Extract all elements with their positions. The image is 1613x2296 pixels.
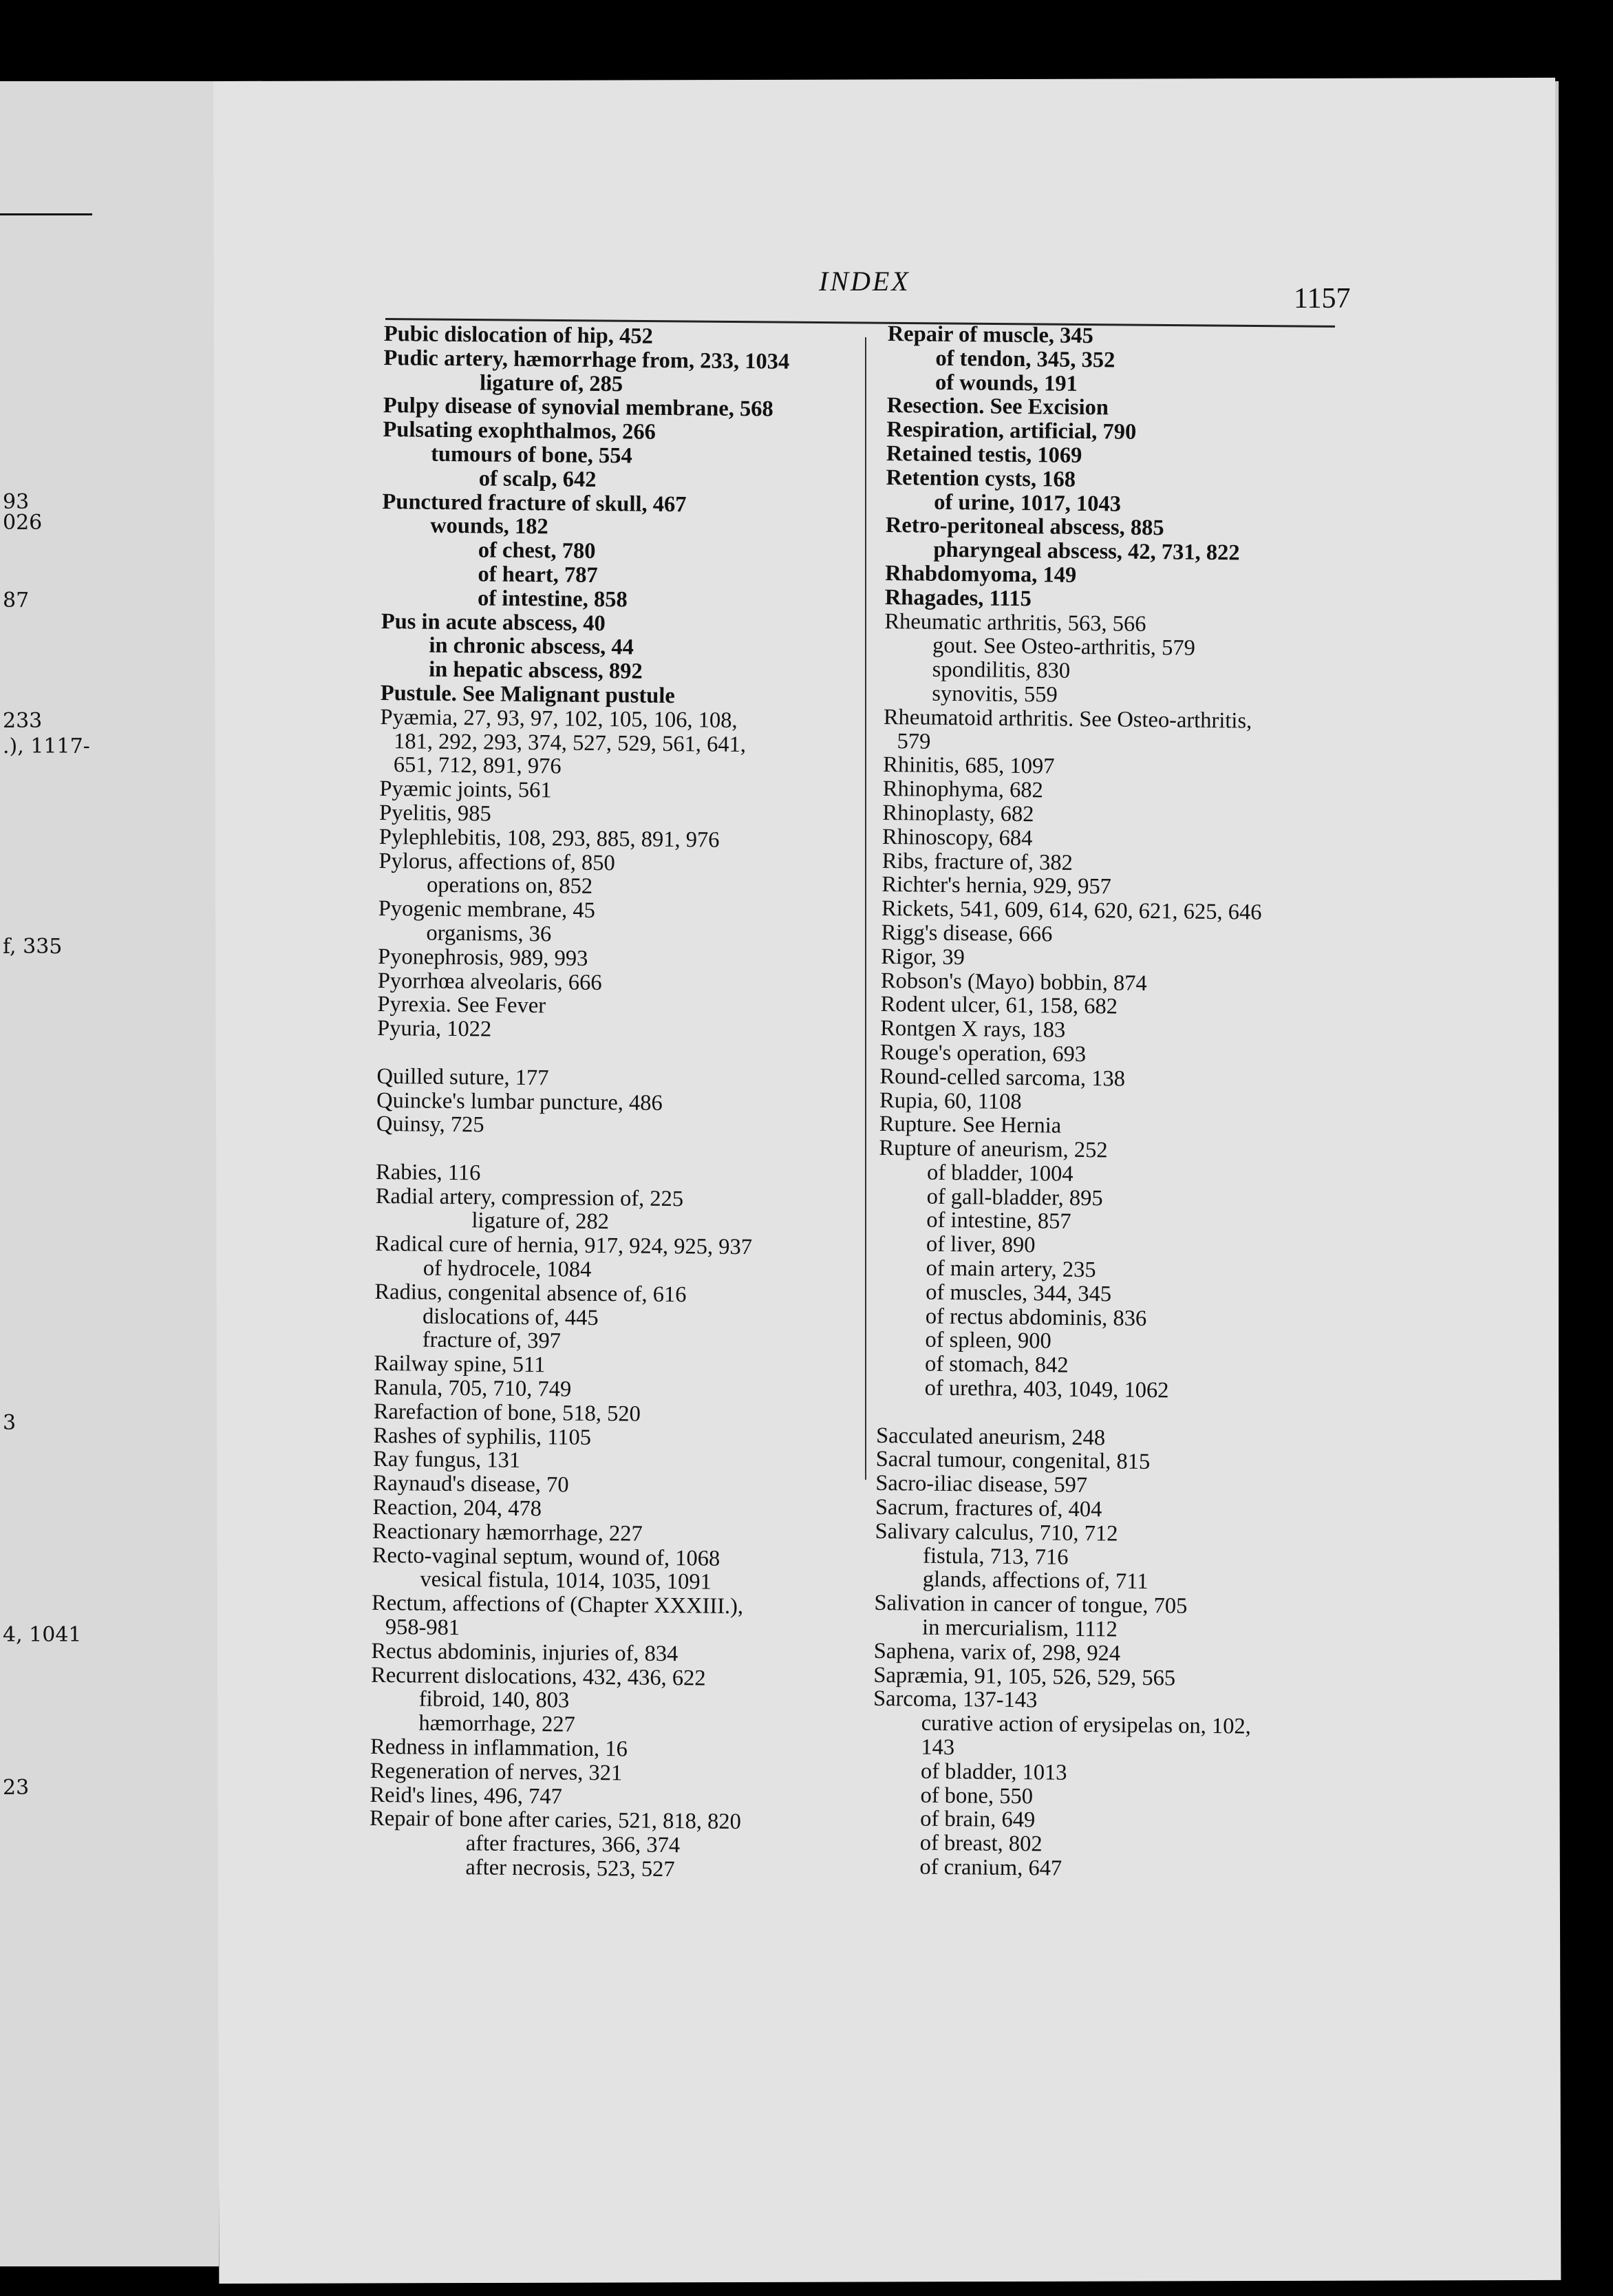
index-entry: of bladder, 1013 — [920, 1758, 1067, 1785]
index-entry: of breast, 802 — [919, 1830, 1043, 1857]
index-entry: Sacral tumour, congenital, 815 — [875, 1447, 1151, 1475]
index-entry: Pubic dislocation of hip, 452 — [383, 321, 653, 349]
index-entry: of stomach, 842 — [924, 1351, 1069, 1379]
index-entry: Rigor, 39 — [881, 944, 965, 970]
index-entry: operations on, 852 — [426, 872, 593, 900]
index-entry: ligature of, 282 — [471, 1208, 610, 1235]
index-entry: of urine, 1017, 1043 — [934, 489, 1122, 517]
index-entry: of heart, 787 — [478, 562, 598, 588]
index-entry: Rupia, 60, 1108 — [879, 1087, 1022, 1114]
index-entry: Rheumatic arthritis, 563, 566 — [884, 608, 1146, 637]
index-entry: Sacculated aneurism, 248 — [875, 1423, 1106, 1451]
index-entry: Rontgen X rays, 183 — [880, 1016, 1066, 1043]
previous-page-fragment: 87 — [3, 588, 30, 613]
index-entry: of scalp, 642 — [478, 466, 597, 492]
index-entry: Radical cure of hernia, 917, 924, 925, 937 — [374, 1231, 753, 1260]
index-entry: Retro-peritoneal abscess, 885 — [885, 513, 1164, 541]
index-entry: Quincke's lumbar puncture, 486 — [376, 1087, 663, 1116]
index-entry: Round-celled sarcoma, 138 — [879, 1063, 1126, 1092]
index-entry: of main artery, 235 — [926, 1255, 1096, 1283]
index-entry: curative action of erysipelas on, 102, — [921, 1710, 1252, 1739]
index-entry: Sacrum, fractures of, 404 — [875, 1494, 1102, 1522]
index-entry: of urethra, 403, 1049, 1062 — [924, 1375, 1169, 1403]
index-entry: after fractures, 366, 374 — [465, 1831, 681, 1858]
index-entry: Rhinoscopy, 684 — [882, 824, 1033, 851]
index-entry: in mercurialism, 1112 — [921, 1615, 1118, 1642]
index-entry: Pustule. See Malignant pustule — [380, 680, 675, 709]
index-entry: Raynaud's disease, 70 — [372, 1471, 569, 1498]
index-column-left — [369, 322, 866, 1883]
index-entry: Railway spine, 511 — [374, 1351, 546, 1378]
index-entry: Radius, congenital absence of, 616 — [374, 1279, 687, 1308]
index-entry: gout. See Osteo-arthritis, 579 — [932, 633, 1196, 661]
previous-page-fragment: 23 — [3, 1776, 30, 1800]
index-entry: Pudic artery, hæmorrhage from, 233, 1034 — [383, 345, 790, 374]
index-entry: Quilled suture, 177 — [376, 1063, 549, 1091]
index-entry: Pyæmia, 27, 93, 97, 102, 105, 106, 108, — [380, 704, 738, 733]
previous-page-fragment: 4, 1041 — [3, 1623, 82, 1647]
index-entry: of bone, 550 — [920, 1783, 1034, 1809]
index-entry: of intestine, 858 — [477, 586, 628, 613]
previous-page-rule — [0, 213, 92, 215]
index-entry: Rhinophyma, 682 — [882, 776, 1043, 803]
index-entry: ligature of, 285 — [479, 370, 623, 396]
index-entry: Rhabdomyoma, 149 — [884, 560, 1077, 588]
previous-page-fragment: 93 — [3, 490, 30, 514]
previous-page-fragment: 3 — [3, 1411, 17, 1435]
index-entry: Rhagades, 1115 — [884, 584, 1032, 611]
index-entry: Resection. See Excision — [886, 393, 1109, 421]
index-entry: Ray fungus, 131 — [372, 1447, 521, 1474]
index-entry: tumours of bone, 554 — [430, 441, 632, 469]
index-entry: of hydrocele, 1084 — [423, 1255, 592, 1283]
index-entry: Retention cysts, 168 — [886, 465, 1076, 492]
index-entry: 651, 712, 891, 976 — [393, 752, 562, 779]
index-entry: Radial artery, compression of, 225 — [375, 1183, 684, 1211]
index-entry: of muscles, 344, 345 — [926, 1279, 1112, 1307]
index-entry: Salivation in cancer of tongue, 705 — [874, 1591, 1188, 1619]
index-entry: wounds, 182 — [429, 513, 548, 540]
index-entry: Pyogenic membrane, 45 — [378, 896, 595, 924]
page-title: INDEX — [819, 266, 910, 297]
index-entry: spondilitis, 830 — [932, 657, 1071, 683]
index-entry: in hepatic abscess, 892 — [428, 657, 643, 684]
index-entry: fracture of, 397 — [422, 1328, 562, 1354]
index-entry: of intestine, 857 — [926, 1208, 1071, 1235]
index-entry: Pylephlebitis, 108, 293, 885, 891, 976 — [378, 824, 720, 853]
index-entry: pharyngeal abscess, 42, 731, 822 — [933, 537, 1240, 566]
index-entry: Rarefaction of bone, 518, 520 — [373, 1399, 641, 1427]
index-entry: of rectus abdominis, 836 — [925, 1304, 1147, 1331]
index-entry: after necrosis, 523, 527 — [465, 1855, 675, 1882]
index-entry: Reaction, 204, 478 — [372, 1494, 542, 1522]
index-entry: Rupture. See Hernia — [879, 1112, 1062, 1139]
index-entry: Sarcoma, 137-143 — [873, 1686, 1038, 1713]
index-entry: Pyelitis, 985 — [378, 800, 491, 827]
index-entry: Ranula, 705, 710, 749 — [373, 1374, 572, 1402]
index-entry: Rashes of syphilis, 1105 — [373, 1423, 592, 1450]
index-entry: Retained testis, 1069 — [886, 440, 1082, 468]
index-entry: fistula, 713, 716 — [923, 1543, 1069, 1570]
index-entry: Pulpy disease of synovial membrane, 568 — [383, 393, 773, 422]
index-entry: Pulsating exophthalmos, 266 — [383, 417, 656, 445]
index-entry: of liver, 890 — [926, 1231, 1036, 1258]
index-entry: Rodent ulcer, 61, 158, 682 — [880, 992, 1118, 1019]
index-entry: Punctured fracture of skull, 467 — [382, 489, 687, 517]
index-entry: Recto-vaginal septum, wound of, 1068 — [372, 1542, 720, 1571]
index-entry: Quinsy, 725 — [376, 1112, 484, 1138]
previous-page-fragment: 026 — [3, 511, 43, 535]
index-entry: glands, affections of, 711 — [922, 1567, 1149, 1595]
previous-page-fragment: f, 335 — [3, 935, 63, 959]
index-entry: Ribs, fracture of, 382 — [882, 848, 1073, 875]
index-entry: Rickets, 541, 609, 614, 620, 621, 625, 646 — [881, 896, 1262, 925]
page-number: 1157 — [1294, 283, 1351, 315]
index-entry: Robson's (Mayo) bobbin, 874 — [880, 968, 1147, 996]
index-entry: of chest, 780 — [478, 538, 596, 564]
index-entry: Rouge's operation, 693 — [879, 1039, 1087, 1067]
index-entry: Reid's lines, 496, 747 — [370, 1782, 563, 1809]
index-entry: Sapræmia, 91, 105, 526, 529, 565 — [873, 1662, 1176, 1691]
index-entry: 579 — [897, 728, 931, 754]
index-entry: of wounds, 191 — [934, 370, 1078, 396]
index-entry: Rabies, 116 — [375, 1159, 481, 1186]
index-entry: 181, 292, 293, 374, 527, 529, 561, 641, — [393, 728, 747, 757]
index-entry: Richter's hernia, 929, 957 — [882, 872, 1112, 900]
index-entry: Saphena, varix of, 298, 924 — [873, 1638, 1121, 1666]
index-entry: Pyuria, 1022 — [376, 1016, 492, 1042]
index-entry: hæmorrhage, 227 — [418, 1710, 576, 1737]
index-entry: vesical fistula, 1014, 1035, 1091 — [420, 1567, 712, 1595]
index-entry: Respiration, artificial, 790 — [886, 417, 1137, 445]
previous-page-fragment: 233 — [3, 709, 43, 733]
index-entry: Rhinoplasty, 682 — [882, 800, 1034, 827]
index-entry: of bladder, 1004 — [926, 1160, 1073, 1187]
index-entry: Repair of muscle, 345 — [887, 321, 1094, 349]
index-entry: of brain, 649 — [920, 1807, 1036, 1833]
index-entry: Pyæmic joints, 561 — [379, 776, 552, 803]
index-entry: Recurrent dislocations, 432, 436, 622 — [370, 1662, 706, 1691]
index-entry: Sacro-iliac disease, 597 — [875, 1471, 1088, 1498]
index-entry: Rectus abdominis, injuries of, 834 — [371, 1638, 679, 1667]
index-entry: of spleen, 900 — [925, 1328, 1051, 1354]
index-entry: Pus in acute abscess, 40 — [381, 608, 606, 636]
index-entry: of tendon, 345, 352 — [935, 346, 1115, 373]
index-entry: Salivary calculus, 710, 712 — [875, 1518, 1118, 1546]
index-entry: Redness in inflammation, 16 — [370, 1734, 628, 1762]
index-entry: dislocations of, 445 — [422, 1304, 599, 1330]
index-column-right — [871, 322, 1363, 1884]
index-entry: Rupture of aneurism, 252 — [879, 1136, 1108, 1163]
index-entry: Rhinitis, 685, 1097 — [883, 752, 1055, 779]
index-entry: Rheumatoid arthritis. See Osteo-arthritis, — [883, 704, 1252, 734]
index-entry: 143 — [921, 1734, 955, 1761]
index-entry: Rectum, affections of (Chapter XXXIII.), — [371, 1591, 744, 1619]
index-entry: Repair of bone after caries, 521, 818, 820 — [369, 1806, 741, 1835]
index-entry: Pyrexia. See Fever — [377, 992, 546, 1019]
index-entry: Pyorrhœa alveolaris, 666 — [377, 968, 602, 995]
index-entry: of gall-bladder, 895 — [926, 1184, 1103, 1211]
index-entry: fibroid, 140, 803 — [418, 1687, 570, 1714]
index-entry: Rigg's disease, 666 — [881, 920, 1053, 947]
index-entry: synovitis, 559 — [932, 681, 1058, 708]
column-divider — [865, 337, 866, 1480]
index-entry: in chronic abscess, 44 — [429, 633, 634, 660]
index-entry: 958-981 — [385, 1615, 460, 1641]
previous-page-fragment: .), 1117- — [3, 734, 90, 758]
index-entry: organisms, 36 — [426, 920, 552, 947]
index-entry: Pylorus, affections of, 850 — [378, 848, 615, 875]
index-entry: of cranium, 647 — [919, 1854, 1062, 1881]
index-entry: Pyonephrosis, 989, 993 — [377, 944, 588, 971]
index-entry: Regeneration of nerves, 321 — [370, 1758, 623, 1786]
previous-page-edge — [0, 81, 219, 2266]
index-entry: Reactionary hæmorrhage, 227 — [372, 1518, 643, 1546]
